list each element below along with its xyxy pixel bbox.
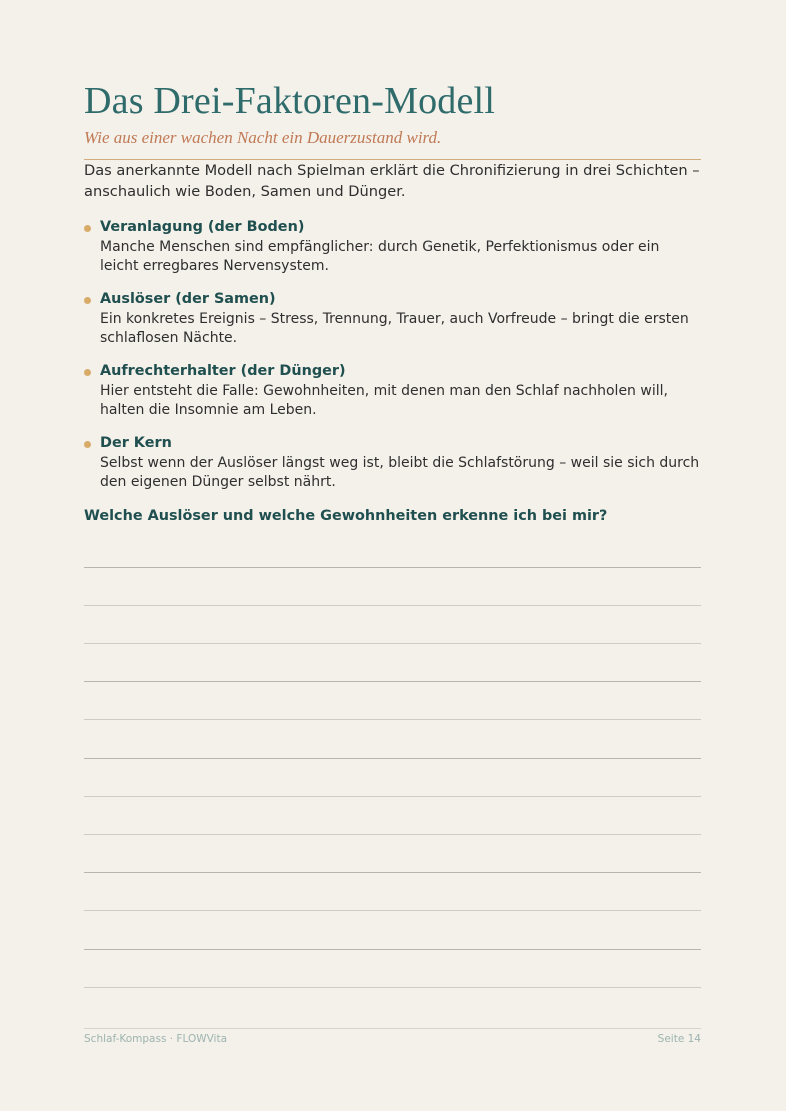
writing-line [84, 910, 701, 911]
page-title: Das Drei-Faktoren-Modell [84, 80, 496, 122]
bullet-title: Aufrechterhalter (der Dünger) [100, 363, 346, 379]
writing-line [84, 681, 701, 682]
bullet-aufrechterhalter [84, 361, 701, 420]
writing-line [84, 834, 701, 835]
bullet-title: Auslöser (der Samen) [100, 291, 276, 307]
bullet-dot-icon [84, 297, 91, 304]
writing-line [84, 987, 701, 988]
bullet-veranlagung [84, 217, 701, 276]
bullet-text: Manche Menschen sind empfänglicher: durch Genetik, Perfektionismus oder ein leicht erregbares Nervensystem. [100, 239, 660, 274]
writing-line [84, 796, 701, 797]
footer-divider [84, 1028, 701, 1029]
writing-line [84, 949, 701, 950]
reflection-question: Welche Auslöser und welche Gewohnheiten erkenne ich bei mir? [84, 508, 608, 524]
page-subtitle: Wie aus einer wachen Nacht ein Dauerzustand wird. [84, 128, 442, 147]
writing-line [84, 872, 701, 873]
bullet-list [84, 217, 701, 505]
writing-line [84, 643, 701, 644]
writing-line [84, 719, 701, 720]
writing-area [84, 567, 701, 989]
bullet-dot-icon [84, 225, 91, 232]
bullet-title: Der Kern [100, 435, 172, 451]
bullet-text: Selbst wenn der Auslöser längst weg ist, bleibt die Schlafstörung – weil sie sich durch den eigenen Dünger selbst nährt. [100, 455, 700, 490]
intro-paragraph: Das anerkannte Modell nach Spielman erklärt die Chronifizierung in drei Schichten – anschaulich wie Boden, Samen und Dünger. [84, 162, 700, 200]
bullet-title: Veranlagung (der Boden) [100, 219, 305, 235]
bullet-dot-icon [84, 369, 91, 376]
writing-line [84, 758, 701, 759]
bullet-text: Ein konkretes Ereignis – Stress, Trennung, Trauer, auch Vorfreude – bringt die ersten schlaflosen Nächte. [100, 311, 689, 346]
bullet-dot-icon [84, 441, 91, 448]
footer-brand: Schlaf-Kompass · FLOWVita [84, 1033, 228, 1045]
writing-line [84, 605, 701, 606]
title-divider [84, 159, 701, 160]
page-number: Seite 14 [657, 1033, 701, 1045]
bullet-kern [84, 433, 701, 492]
bullet-text: Hier entsteht die Falle: Gewohnheiten, mit denen man den Schlaf nachholen will, halten die Insomnie am Leben. [100, 383, 668, 418]
writing-line [84, 567, 701, 568]
bullet-ausloeser [84, 289, 701, 348]
